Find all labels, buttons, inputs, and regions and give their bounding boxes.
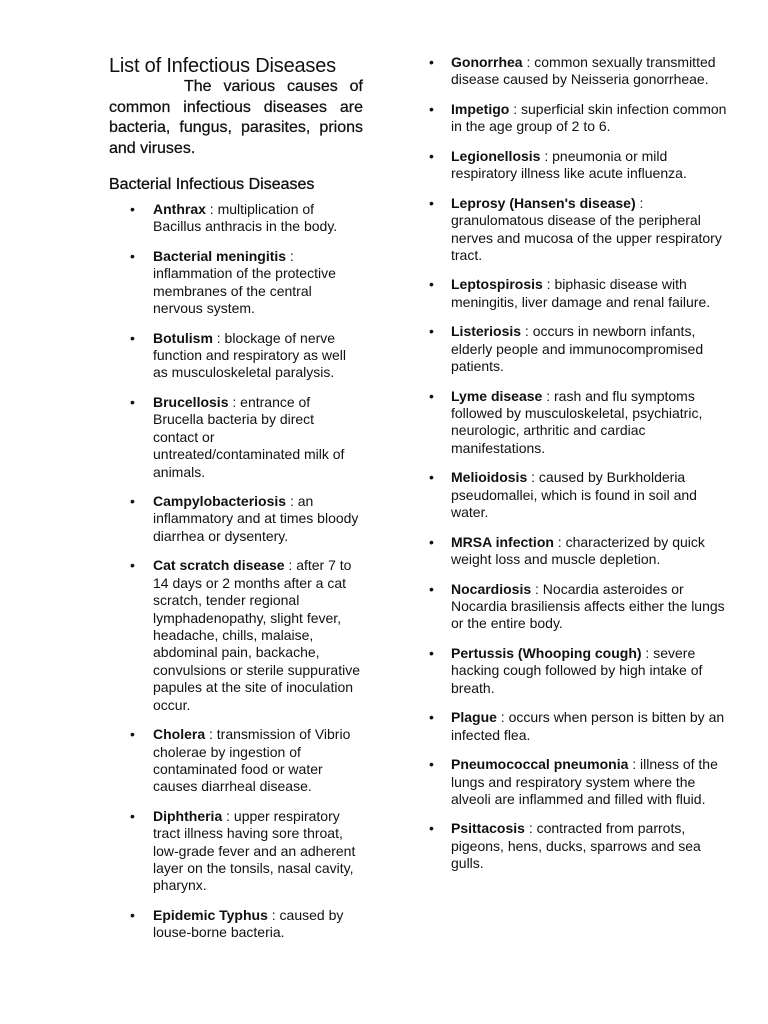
list-item (429, 756, 729, 808)
bullet-icon: • (130, 201, 135, 217)
disease-description: : upper respiratory tract illness having sore throat, low-grade fever and an adherent layer on the tonsils, nasal cavity, pharynx. (153, 807, 356, 894)
disease-term: Anthrax (153, 201, 206, 217)
disease-description: : contracted from parrots, pigeons, hens, ducks, sparrows and sea gulls. (451, 820, 701, 872)
list-item (109, 493, 363, 545)
list-item (429, 195, 729, 265)
list-item (429, 276, 729, 311)
list-item (109, 726, 363, 796)
disease-term: Botulism (153, 329, 213, 346)
bullet-icon: • (130, 493, 135, 510)
list-item (109, 394, 363, 481)
disease-term: Pneumococcal pneumonia (451, 756, 629, 773)
disease-description: : characterized by quick weight loss and muscle depletion. (451, 533, 705, 568)
list-item (109, 907, 363, 942)
section-heading: Bacterial Infectious Diseases (109, 176, 315, 193)
bullet-icon: • (429, 147, 434, 164)
disease-term: Campylobacteriosis (153, 493, 287, 510)
disease-term: Epidemic Typhus (153, 906, 268, 923)
list-item (429, 469, 729, 521)
bullet-icon: • (429, 54, 434, 70)
disease-term: Melioidosis (451, 469, 528, 486)
disease-term: MRSA infection (451, 533, 554, 550)
bullet-icon: • (429, 387, 434, 404)
list-item (429, 148, 729, 183)
disease-term: Psittacosis (451, 820, 525, 837)
disease-term: Lyme disease (451, 387, 543, 404)
list-item (429, 388, 729, 458)
bullet-icon: • (429, 533, 434, 550)
bullet-icon: • (429, 276, 434, 293)
disease-description: : multiplication of Bacillus anthracis in the body. (153, 201, 338, 235)
disease-description: : superficial skin infection common in the age group of 2 to 6. (451, 100, 727, 135)
disease-description: : Nocardia asteroides or Nocardia brasiliensis affects either the lungs or the entire body. (451, 580, 725, 632)
disease-description: : transmission of Vibrio cholerae by ingestion of contaminated food or water causes diarrheal disease. (153, 726, 351, 795)
disease-term: Cat scratch disease (153, 557, 285, 574)
bullet-icon: • (429, 469, 434, 486)
disease-term: Pertussis (Whooping cough) (451, 644, 642, 661)
disease-description: : occurs in newborn infants, elderly people and immunocompromised patients. (451, 323, 704, 375)
disease-term: Leprosy (Hansen's disease) (451, 194, 636, 211)
disease-term: Bacterial meningitis (153, 247, 287, 264)
list-item (109, 330, 363, 382)
disease-description: : granulomatous disease of the peripheral nerves and mucosa of the upper respiratory tract. (451, 194, 722, 263)
disease-description: : rash and flu symptoms followed by musculoskeletal, psychiatric, neurologic, arthritic and cardiac manifestations. (451, 387, 703, 456)
list-item (109, 248, 363, 318)
disease-term: Legionellosis (451, 147, 541, 164)
disease-description: : occurs when person is bitten by an infected flea. (451, 709, 725, 743)
disease-term: Listeriosis (451, 323, 522, 340)
list-item (429, 645, 729, 697)
bullet-icon: • (130, 247, 135, 264)
disease-term: Brucellosis (153, 393, 229, 410)
document-title: List of Infectious Diseases (109, 55, 336, 77)
disease-term: Diphtheria (153, 807, 223, 824)
list-item (429, 709, 729, 744)
bullet-icon: • (429, 644, 434, 661)
disease-term: Impetigo (451, 100, 510, 117)
disease-description: : inflammation of the protective membranes of the central nervous system. (153, 247, 336, 317)
bullet-icon: • (130, 393, 135, 410)
bullet-icon: • (429, 323, 434, 340)
bullet-icon: • (130, 329, 135, 346)
disease-description: : common sexually transmitted disease caused by Neisseria gonorrheae. (451, 54, 716, 88)
bullet-icon: • (429, 756, 434, 773)
disease-term: Plague (451, 709, 497, 726)
list-item (109, 201, 363, 236)
list-item (429, 534, 729, 569)
disease-description: : severe hacking cough followed by high intake of breath. (451, 644, 703, 696)
disease-description: : illness of the lungs and respiratory system where the alveoli are inflammed and filled with fluid. (451, 756, 718, 807)
disease-description: : after 7 to 14 days or 2 months after a cat scratch, tender regional lymphadenopathy, slight fever, headache, chills, malaise, abdominal pain, backache, convulsions or sterile suppurative papules at the site of inoculation occur. (153, 557, 360, 713)
disease-description: : pneumonia or mild respiratory illness like acute influenza. (451, 147, 687, 182)
bullet-icon: • (130, 807, 135, 824)
disease-term: Leptospirosis (451, 276, 543, 293)
list-item (429, 323, 729, 375)
bullet-icon: • (130, 906, 135, 923)
bullet-icon: • (429, 580, 434, 597)
bullet-icon: • (429, 194, 434, 211)
bullet-icon: • (130, 726, 135, 743)
disease-description: : an inflammatory and at times bloody diarrhea or dysentery. (153, 493, 359, 544)
bullet-icon: • (429, 709, 434, 726)
list-item (429, 54, 729, 89)
disease-description: : blockage of nerve function and respiratory as well as musculoskeletal paralysis. (153, 329, 346, 381)
list-item (109, 808, 363, 895)
disease-description: : entrance of Brucella bacteria by direct contact or untreated/contaminated milk of animals. (153, 393, 345, 480)
bullet-icon: • (130, 557, 135, 574)
list-item (429, 820, 729, 872)
list-item (429, 581, 729, 633)
list-item (109, 557, 363, 714)
disease-list-right (429, 54, 729, 885)
disease-term: Gonorrhea (451, 54, 523, 70)
disease-description: : biphasic disease with meningitis, liver damage and renal failure. (451, 276, 711, 310)
bullet-icon: • (429, 820, 434, 837)
disease-term: Cholera (153, 726, 206, 743)
disease-term: Nocardiosis (451, 580, 532, 597)
disease-list-left (109, 201, 363, 954)
list-item (429, 101, 729, 136)
disease-description: : caused by Burkholderia pseudomallei, which is found in soil and water. (451, 469, 697, 521)
bullet-icon: • (429, 100, 434, 117)
intro-paragraph: The various causes of common infectious diseases are bacteria, fungus, parasites, prions and viruses. (109, 78, 363, 157)
disease-description: : caused by louse-borne bacteria. (153, 906, 344, 941)
